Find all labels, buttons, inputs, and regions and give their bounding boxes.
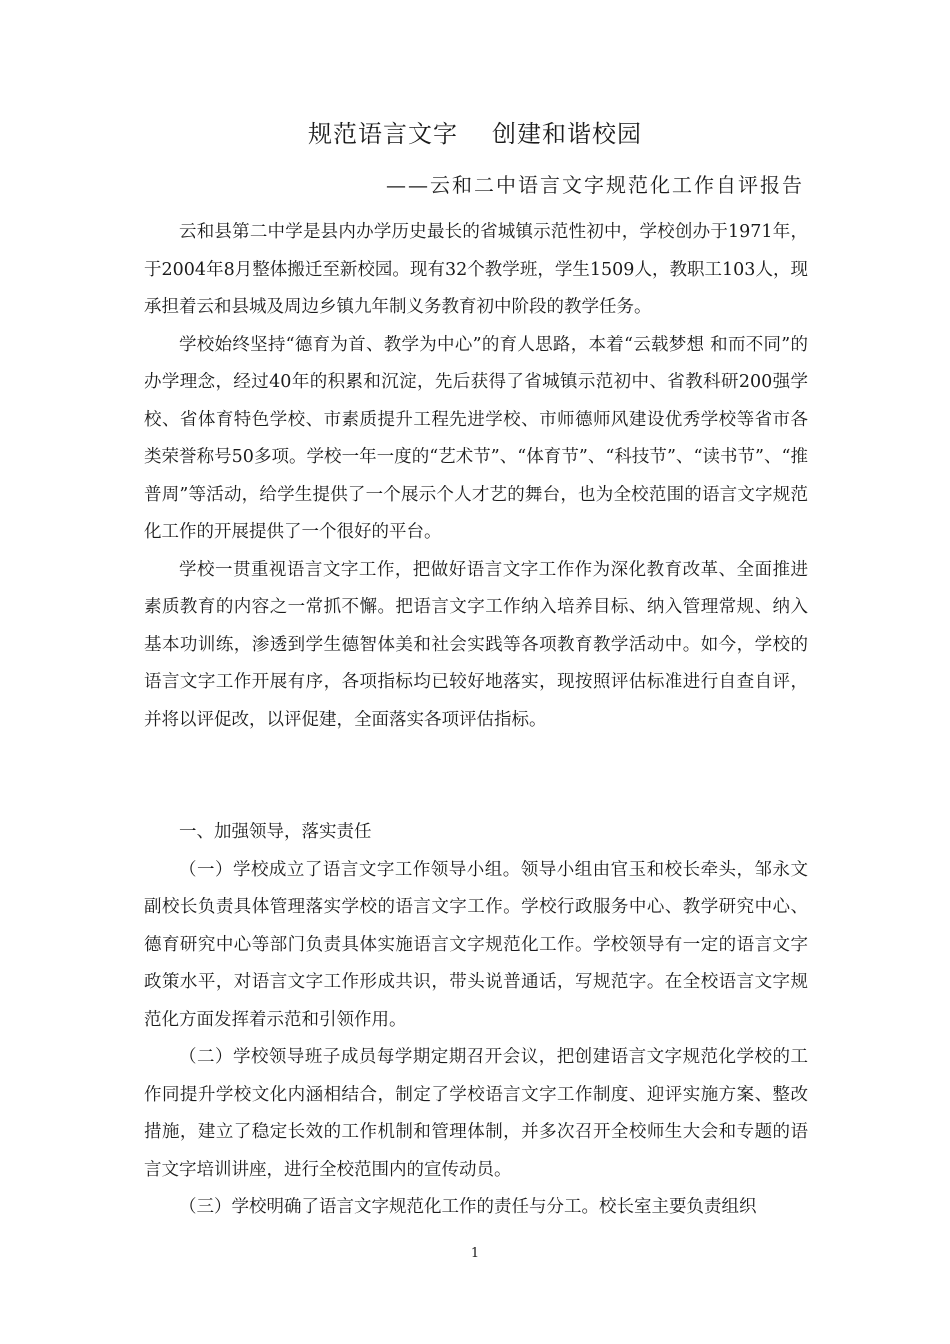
- title-part-1: 规范语言文字: [308, 120, 458, 148]
- intro-paragraph-2: 学校始终坚持“德育为首、教学为中心”的育人思路，本着“云载梦想 和而不同”的办学理念，经过40年的积累和沉淀，先后获得了省城镇示范初中、省教科研200强学校、省体育特色学校、市素质提升工程先进学校、市师德师风建设优秀学校等省市各类荣誉称号50多项。学校一年一度的“艺术节”、“体育节”、“科技节”、“读书节”、“推普周”等活动，给学生提供了一个展示个人才艺的舞台，也为全校范围的语言文字规范化工作的开展提供了一个很好的平台。: [144, 334, 808, 542]
- section-spacer: [144, 739, 808, 814]
- document-title: [0, 116, 950, 152]
- intro-paragraph-1: 云和县第二中学是县内办学历史最长的省城镇示范性初中，学校创办于1971年，于2004年8月整体搬迁至新校园。现有32个教学班，学生1509人，教职工103人，现承担着云和县城及周边乡镇九年制义务教育初中阶段的教学任务。: [144, 222, 808, 317]
- title-part-2: 创建和谐校园: [492, 120, 642, 148]
- page-number: 1: [470, 1246, 480, 1261]
- section-paragraph-1: （一）学校成立了语言文字工作领导小组。领导小组由官玉和校长牵头，邹永文副校长负责具体管理落实学校的语言文字工作。学校行政服务中心、教学研究中心、德育研究中心等部门负责具体实施语言文字规范化工作。学校领导有一定的语言文字政策水平，对语言文字工作形成共识，带头说普通话，写规范字。在全校语言文字规范化方面发挥着示范和引领作用。: [144, 859, 808, 1030]
- document-subtitle: ——云和二中语言文字规范化工作自评报告: [386, 173, 804, 197]
- intro-paragraph-3: 学校一贯重视语言文字工作，把做好语言文字工作作为深化教育改革、全面推进素质教育的内容之一常抓不懈。把语言文字工作纳入培养目标、纳入管理常规、纳入基本功训练，渗透到学生德智体美和社会实践等各项教育教学活动中。如今，学校的语言文字工作开展有序，各项指标均已较好地落实，现按照评估标准进行自查自评，并将以评促改，以评促建，全面落实各项评估指标。: [144, 559, 808, 730]
- section-paragraph-3: （三）学校明确了语言文字规范化工作的责任与分工。校长室主要负责组织: [179, 1197, 757, 1217]
- document-body: [144, 214, 808, 1227]
- section-heading: 一、加强领导，落实责任: [179, 822, 372, 842]
- section-paragraph-2: （二）学校领导班子成员每学期定期召开会议，把创建语言文字规范化学校的工作同提升学校文化内涵相结合，制定了学校语言文字工作制度、迎评实施方案、整改措施，建立了稳定长效的工作机制和管理体制，并多次召开全校师生大会和专题的语言文字培训讲座，进行全校范围内的宣传动员。: [144, 1047, 808, 1180]
